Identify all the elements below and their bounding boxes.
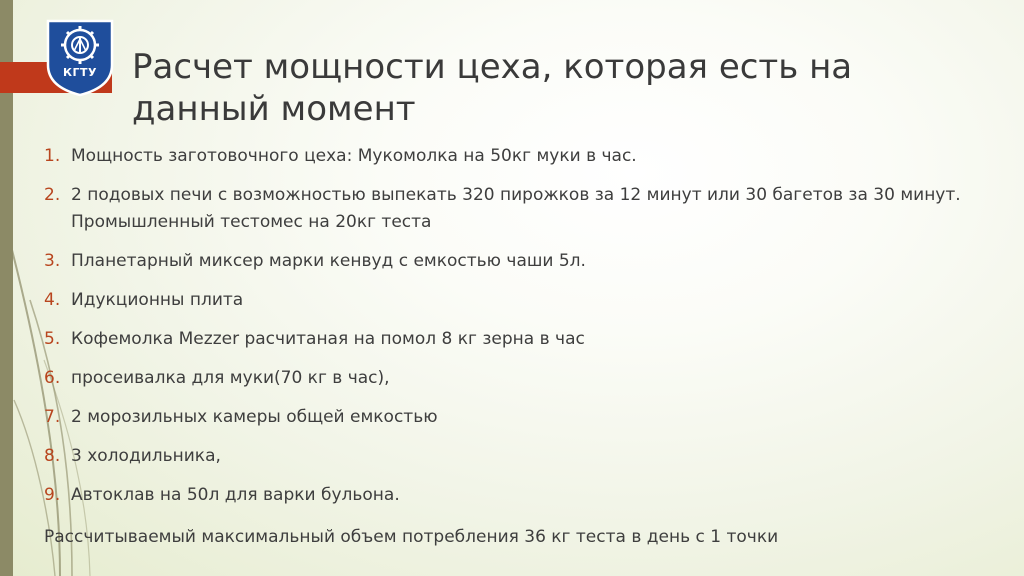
list-item-number: 1. <box>44 146 61 166</box>
list-item-text: Мощность заготовочного цеха: Мукомолка на 50кг муки в час. <box>71 146 637 166</box>
list-item <box>44 404 974 431</box>
summary-text: Рассчитываемый максимальный объем потребления 36 кг теста в день с 1 точки <box>44 527 779 547</box>
list-item-text: Планетарный миксер марки кенвуд с емкостью чаши 5л. <box>71 251 586 271</box>
equipment-list <box>44 143 974 521</box>
list-item <box>44 326 974 353</box>
list-item <box>44 365 974 392</box>
list-item <box>44 287 974 314</box>
list-item-number: 8. <box>44 446 61 466</box>
list-item-text: просеивалка для муки(70 кг в час), <box>71 368 390 388</box>
list-item-number: 5. <box>44 329 61 349</box>
list-item <box>44 182 974 236</box>
list-item-text: 2 подовых печи с возможностью выпекать 320 пирожков за 12 минут или 30 багетов за 30 минут. Промышленный тестомес на 20кг теста <box>71 185 961 232</box>
university-emblem-icon <box>42 15 118 97</box>
list-item-text: Идукционны плита <box>71 290 244 310</box>
list-item-number: 2. <box>44 185 61 205</box>
list-item <box>44 143 974 170</box>
list-item-text: 2 морозильных камеры общей емкостью <box>71 407 438 427</box>
list-item <box>44 482 974 509</box>
list-item <box>44 248 974 275</box>
list-item-text: Автоклав на 50л для варки бульона. <box>71 485 400 505</box>
list-item-number: 4. <box>44 290 61 310</box>
list-item <box>44 443 974 470</box>
list-item-text: 3 холодильника, <box>71 446 221 466</box>
list-item-text: Кофемолка Mezzer расчитаная на помол 8 кг зерна в час <box>71 329 585 349</box>
logo-text: КГТУ <box>63 66 97 79</box>
list-item-number: 3. <box>44 251 61 271</box>
list-item-number: 7. <box>44 407 61 427</box>
list-item-number: 6. <box>44 368 61 388</box>
slide-title: Расчет мощности цеха, которая есть на данный момент <box>132 47 853 129</box>
list-item-number: 9. <box>44 485 61 505</box>
